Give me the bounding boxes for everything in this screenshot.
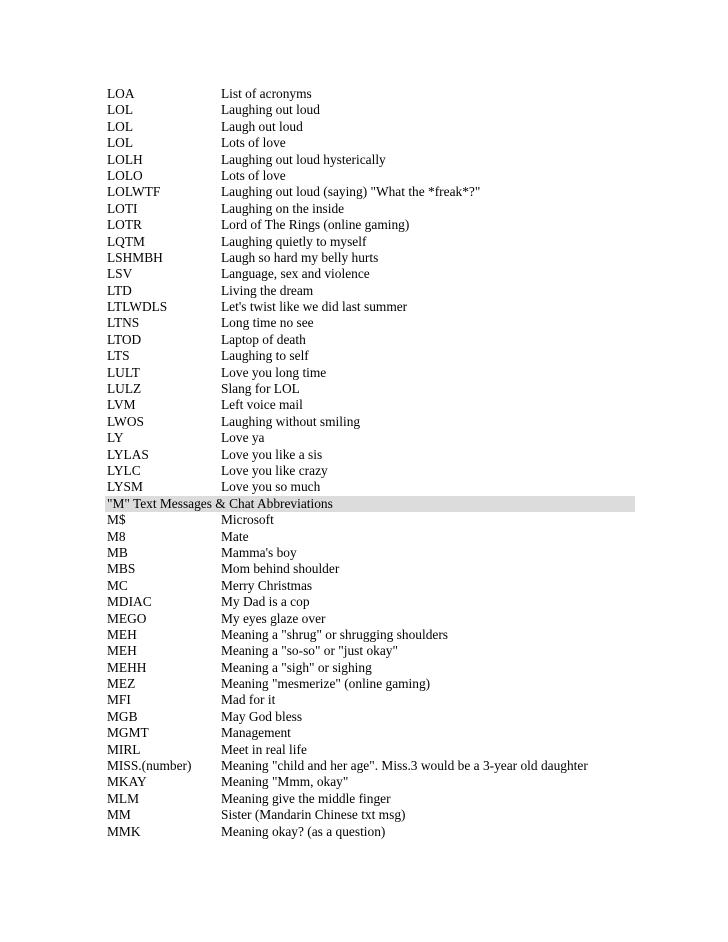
- abbreviation-row: [107, 774, 635, 790]
- abbreviation-row: [107, 168, 635, 184]
- abbreviation-term: LSHMBH: [107, 249, 163, 265]
- abbreviation-term: M8: [107, 528, 126, 544]
- abbreviation-term: LOA: [107, 86, 135, 101]
- abbreviation-row: [107, 709, 635, 725]
- abbreviation-term: LTD: [107, 282, 132, 298]
- abbreviation-meaning: Meaning a "shrug" or shrugging shoulders: [221, 626, 449, 642]
- abbreviation-row: [107, 86, 635, 102]
- abbreviation-meaning: Laughing on the inside: [221, 200, 345, 216]
- abbreviation-row: [107, 414, 635, 430]
- abbreviation-term: MBS: [107, 561, 136, 577]
- abbreviation-term: MEH: [107, 643, 137, 659]
- abbreviation-meaning: List of acronyms: [221, 86, 312, 101]
- abbreviation-meaning: Microsoft: [221, 512, 274, 528]
- abbreviation-term: LULT: [107, 364, 140, 380]
- abbreviation-row: [107, 594, 635, 610]
- abbreviation-meaning: Mom behind shoulder: [221, 561, 340, 577]
- abbreviation-term: M$: [107, 512, 126, 528]
- abbreviation-row: [107, 250, 635, 266]
- abbreviation-meaning: Laughing to self: [221, 348, 309, 364]
- abbreviation-term: LOLH: [107, 151, 143, 167]
- abbreviation-term: LOL: [107, 135, 134, 151]
- abbreviation-term: LY: [107, 430, 124, 446]
- abbreviation-meaning: Meaning a "so-so" or "just okay": [221, 643, 398, 659]
- abbreviation-row: [107, 758, 635, 774]
- abbreviation-meaning: Laptop of death: [221, 331, 306, 347]
- abbreviation-meaning: Living the dream: [221, 282, 314, 298]
- abbreviation-row: [107, 627, 635, 643]
- abbreviation-meaning: Lots of love: [221, 167, 286, 183]
- abbreviation-row: [107, 266, 635, 282]
- abbreviation-row: [107, 184, 635, 200]
- abbreviation-meaning: Sister (Mandarin Chinese txt msg): [221, 807, 406, 823]
- abbreviation-row: [107, 643, 635, 659]
- abbreviation-term: LOTI: [107, 200, 138, 216]
- l-entries: [107, 86, 635, 496]
- abbreviation-row: [107, 512, 635, 528]
- abbreviation-term: MEZ: [107, 676, 136, 692]
- abbreviation-term: LTNS: [107, 315, 140, 331]
- abbreviation-row: [107, 102, 635, 118]
- abbreviation-term: MEHH: [107, 659, 147, 675]
- section-header-m: "M" Text Messages & Chat Abbreviations: [105, 496, 635, 512]
- abbreviation-row: [107, 611, 635, 627]
- abbreviation-row: [107, 578, 635, 594]
- abbreviation-meaning: My eyes glaze over: [221, 610, 326, 626]
- abbreviation-meaning: Meaning a "sigh" or sighing: [221, 659, 372, 675]
- abbreviation-meaning: Long time no see: [221, 315, 314, 331]
- abbreviation-meaning: Language, sex and violence: [221, 266, 370, 282]
- abbreviation-meaning: Meaning okay? (as a question): [221, 823, 386, 839]
- abbreviation-meaning: Love you like a sis: [221, 446, 323, 462]
- abbreviation-row: [107, 676, 635, 692]
- abbreviation-term: LWOS: [107, 413, 144, 429]
- abbreviation-term: LYLAS: [107, 446, 149, 462]
- abbreviation-row: [107, 299, 635, 315]
- abbreviation-meaning: Love ya: [221, 430, 265, 446]
- abbreviation-row: [107, 545, 635, 561]
- abbreviation-meaning: Mate: [221, 528, 249, 544]
- abbreviation-meaning: Love you like crazy: [221, 462, 328, 478]
- abbreviation-meaning: Laughing out loud hysterically: [221, 151, 386, 167]
- abbreviation-row: [107, 397, 635, 413]
- abbreviation-meaning: Lots of love: [221, 135, 286, 151]
- abbreviation-term: LOTR: [107, 217, 142, 233]
- abbreviation-meaning: Mad for it: [221, 692, 276, 708]
- m-entries: [107, 512, 635, 840]
- abbreviation-meaning: Meaning "mesmerize" (online gaming): [221, 676, 431, 692]
- abbreviation-meaning: Meaning "Mmm, okay": [221, 774, 349, 790]
- abbreviation-row: [107, 791, 635, 807]
- abbreviation-row: [107, 807, 635, 823]
- abbreviation-row: [107, 479, 635, 495]
- abbreviation-term: MGB: [107, 708, 138, 724]
- abbreviation-meaning: Management: [221, 725, 291, 741]
- abbreviation-meaning: Meaning "child and her age". Miss.3 would be a 3-year old daughter: [221, 758, 588, 774]
- abbreviation-term: LOLO: [107, 167, 143, 183]
- abbreviation-meaning: Love you long time: [221, 364, 327, 380]
- abbreviation-meaning: Laughing out loud (saying) "What the *freak*?": [221, 184, 481, 200]
- abbreviation-row: [107, 742, 635, 758]
- abbreviation-row: [107, 234, 635, 250]
- abbreviation-meaning: Laughing without smiling: [221, 413, 361, 429]
- abbreviation-meaning: My Dad is a cop: [221, 594, 310, 610]
- abbreviation-term: MDIAC: [107, 594, 152, 610]
- abbreviation-meaning: Slang for LOL: [221, 381, 300, 397]
- abbreviation-term: LOLWTF: [107, 184, 161, 200]
- abbreviation-meaning: Left voice mail: [221, 397, 303, 413]
- abbreviation-term: LTOD: [107, 331, 142, 347]
- abbreviation-term: LULZ: [107, 381, 142, 397]
- abbreviation-term: LTLWDLS: [107, 299, 168, 315]
- abbreviation-row: [107, 119, 635, 135]
- abbreviation-row: [107, 447, 635, 463]
- abbreviation-meaning: Laugh out loud: [221, 118, 303, 134]
- abbreviation-row: [107, 283, 635, 299]
- abbreviation-meaning: Let's twist like we did last summer: [221, 299, 408, 315]
- abbreviation-list: [107, 86, 635, 840]
- abbreviation-term: MMK: [107, 823, 141, 839]
- abbreviation-row: [107, 692, 635, 708]
- abbreviation-term: MM: [107, 807, 131, 823]
- abbreviation-term: MISS.(number): [107, 758, 192, 774]
- abbreviation-meaning: Meaning give the middle finger: [221, 790, 391, 806]
- abbreviation-term: LVM: [107, 397, 136, 413]
- abbreviation-meaning: Lord of The Rings (online gaming): [221, 217, 410, 233]
- abbreviation-row: [107, 315, 635, 331]
- abbreviation-term: LYLC: [107, 462, 141, 478]
- abbreviation-row: [107, 152, 635, 168]
- abbreviation-row: [107, 463, 635, 479]
- abbreviation-term: MIRL: [107, 741, 141, 757]
- abbreviation-term: MKAY: [107, 774, 147, 790]
- abbreviation-row: [107, 529, 635, 545]
- abbreviation-term: LSV: [107, 266, 133, 282]
- abbreviation-meaning: Laugh so hard my belly hurts: [221, 249, 379, 265]
- abbreviation-term: MFI: [107, 692, 131, 708]
- abbreviation-row: [107, 135, 635, 151]
- abbreviation-meaning: Meet in real life: [221, 741, 307, 757]
- abbreviation-row: [107, 561, 635, 577]
- abbreviation-term: MB: [107, 544, 128, 560]
- abbreviation-meaning: May God bless: [221, 708, 303, 724]
- abbreviation-row: [107, 365, 635, 381]
- abbreviation-row: [107, 201, 635, 217]
- abbreviation-row: [107, 217, 635, 233]
- abbreviation-meaning: Mamma's boy: [221, 544, 297, 560]
- abbreviation-row: [107, 430, 635, 446]
- abbreviation-term: LOL: [107, 102, 134, 118]
- abbreviation-term: MC: [107, 577, 128, 593]
- abbreviation-term: LYSM: [107, 479, 143, 495]
- abbreviation-term: LOL: [107, 118, 134, 134]
- abbreviation-meaning: Laughing quietly to myself: [221, 233, 367, 249]
- abbreviation-meaning: Merry Christmas: [221, 577, 313, 593]
- abbreviation-row: [107, 381, 635, 397]
- abbreviation-term: MLM: [107, 790, 139, 806]
- abbreviation-term: LTS: [107, 348, 130, 364]
- abbreviation-term: MEH: [107, 626, 137, 642]
- abbreviation-meaning: Love you so much: [221, 479, 321, 495]
- abbreviation-row: [107, 824, 635, 840]
- abbreviation-row: [107, 348, 635, 364]
- abbreviation-term: MGMT: [107, 725, 149, 741]
- abbreviation-meaning: Laughing out loud: [221, 102, 320, 118]
- abbreviation-row: [107, 725, 635, 741]
- abbreviation-row: [107, 660, 635, 676]
- abbreviation-row: [107, 332, 635, 348]
- abbreviation-term: MEGO: [107, 610, 147, 626]
- abbreviation-term: LQTM: [107, 233, 145, 249]
